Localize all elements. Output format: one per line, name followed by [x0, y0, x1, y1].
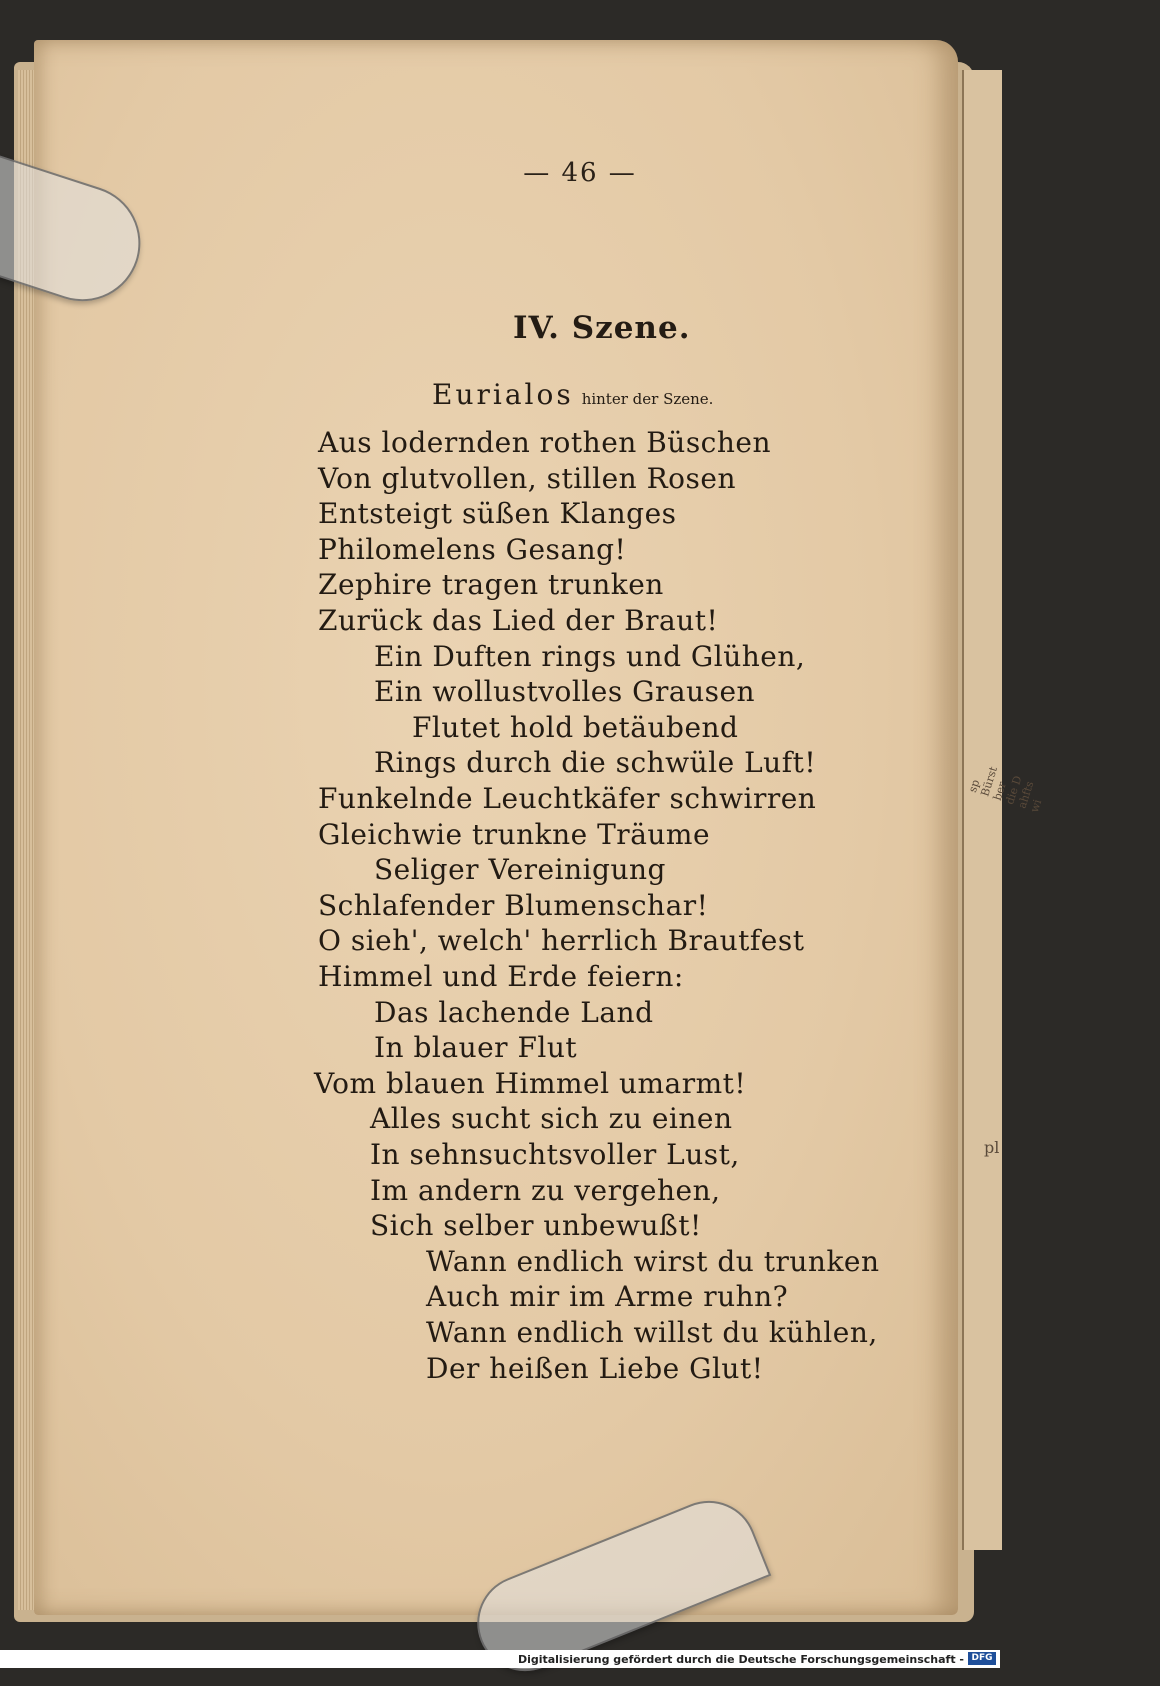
adjacent-page-text-2: pl [984, 1138, 1000, 1157]
poem-line: Rings durch die schwüle Luft! [374, 746, 817, 779]
poem-line: Zephire tragen trunken [318, 568, 664, 601]
poem-line: Funkelnde Leuchtkäfer schwirren [318, 782, 817, 815]
poem-line: In sehnsuchtsvoller Lust, [370, 1138, 740, 1171]
adjacent-page [962, 70, 1002, 1550]
poem-line: Vom blauen Himmel umarmt! [314, 1067, 747, 1100]
poem-line: Seliger Vereinigung [374, 853, 666, 886]
page-number: — 46 — [523, 158, 637, 188]
poem-line: Ein Duften rings und Glühen, [374, 640, 806, 673]
poem-line: Flutet hold betäubend [412, 711, 739, 744]
poem-line: Schlafender Blumenschar! [318, 889, 709, 922]
poem-line: Entsteigt süßen Klanges [318, 497, 677, 530]
poem-line: Ein wollustvolles Grausen [374, 675, 756, 708]
poem-line: In blauer Flut [374, 1031, 578, 1064]
poem-line: Auch mir im Arme ruhn? [426, 1280, 789, 1313]
digitization-credit: Digitalisierung gefördert durch die Deutsche Forschungsgemeinschaft - [517, 1653, 964, 1666]
adjacent-page-text: sp Bürst ber die D ahfts wi [966, 765, 1045, 815]
poem-line: Aus lodernden rothen Büschen [318, 426, 772, 459]
poem-line: Wann endlich willst du kühlen, [426, 1316, 878, 1349]
poem-line: Der heißen Liebe Glut! [426, 1352, 764, 1385]
poem-line: Sich selber unbewußt! [370, 1209, 702, 1242]
stage-direction: hinter der Szene. [581, 390, 714, 408]
poem-line: Im andern zu vergehen, [370, 1174, 721, 1207]
speaker-label: Eurialos [432, 378, 574, 411]
poem-line: Das lachende Land [374, 996, 654, 1029]
poem-line: Von glutvollen, stillen Rosen [318, 462, 736, 495]
dfg-logo: DFG [968, 1652, 996, 1665]
poem-line: Wann endlich wirst du trunken [426, 1245, 880, 1278]
poem-line: Philomelens Gesang! [318, 533, 627, 566]
poem-line: Alles sucht sich zu einen [370, 1102, 733, 1135]
poem-line: Gleichwie trunkne Träume [318, 818, 711, 851]
scene-title: IV. Szene. [513, 310, 691, 346]
poem-line: Himmel und Erde feiern: [318, 960, 684, 993]
poem-line: O sieh', welch' herrlich Brautfest [318, 924, 805, 957]
poem-line: Zurück das Lied der Braut! [318, 604, 719, 637]
speaker-name [432, 378, 713, 411]
